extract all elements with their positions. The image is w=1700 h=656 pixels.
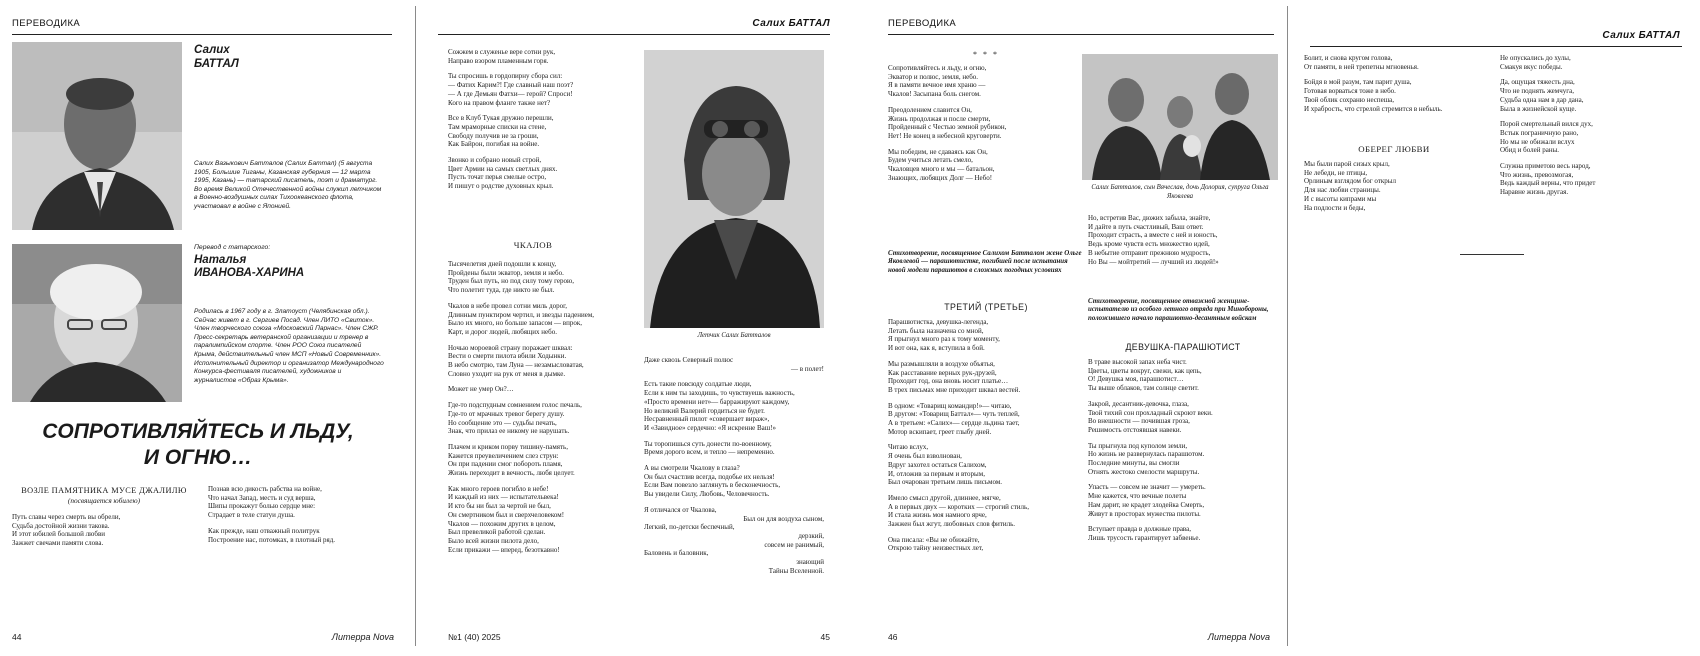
verse-line: Имело смысл другой, длиннее, мягче, [888, 493, 1001, 502]
verse-line: И с высоты кипрами мы [1304, 194, 1377, 203]
verse-line: Вы увидели Силу, Любовь, Человечность. [644, 490, 770, 499]
verse-line: — А где Демьян Фатхи— герой? Спроси! [448, 89, 573, 98]
verse-line: Не лебеди, не птицы, [1304, 168, 1368, 177]
verse-line: Да, ощущая тяжесть дна, [1500, 78, 1575, 87]
verse-line: Нам дарит, не крадет злодейка Смерть, [1088, 500, 1205, 509]
verse-line: Закрой, десантник-девочка, глаза, [1088, 399, 1189, 408]
poem-column [644, 356, 824, 575]
verse-line: Я в памяти вечное имя храню — [888, 81, 986, 90]
verse-line: Легкий, по-детски беспечный, [644, 523, 735, 532]
verse-line: Как прежде, наш отважный политрук [208, 526, 320, 535]
verse-line: Знающих, любящих Долг — Небо! [888, 173, 993, 182]
stanza-gap [448, 295, 594, 302]
verse-line: И «Завидное» сердечно: «Я искренне Ваш!» [644, 423, 777, 432]
verse-line: Там мраморные списки на стене, [448, 122, 547, 131]
stanza-gap [644, 373, 824, 380]
spread-divider [415, 6, 416, 646]
verse-line: Но сообщение это — судьбы печать, [448, 418, 557, 427]
verse-line: Вдруг захотел остаться Салихом, [888, 460, 987, 469]
verse-line: Наравне жизнь другая. [1500, 188, 1569, 197]
verse-line: Было их много, но больше запасом — впрок, [448, 319, 582, 328]
stanza-gap [888, 99, 1006, 106]
verse-line: Ночью мороевой страну поражает шквал: [448, 343, 573, 352]
verse-line: Твой тихий сон прохладный скроют веки. [1088, 408, 1213, 417]
verse-line: Смакуя вкус победы. [1500, 62, 1563, 71]
verse-line: Направо взором пламенным горя. [448, 56, 549, 65]
translator-portrait-photo [12, 244, 182, 402]
verse-line: Вступает правда в должные права, [1088, 525, 1191, 534]
verse-line: Есть такие повсюду солдатые люди, [644, 380, 752, 389]
article-headline-line2: И ОГНЮ… [143, 446, 253, 469]
verse-line: Решимость отстоявшая навеки. [1088, 425, 1182, 434]
verse-line: Мы победим, не сдаваясь как Он, [888, 147, 988, 156]
verse-line: Я очень был взволнован, [888, 452, 962, 461]
verse-line: Все в Клуб Тукая дружно перешли, [448, 114, 554, 123]
stanza-gap [1304, 71, 1442, 78]
article-headline-line1: СОПРОТИВЛЯЙТЕСЬ И ЛЬДУ, [42, 420, 354, 443]
verse-line: Пусть точат перья смелые остро, [448, 173, 547, 182]
stanza-gap [448, 65, 573, 72]
verse-line: Во внешности — почившая гроза, [1088, 417, 1190, 426]
verse-line: Преодолением славится Он, [888, 105, 972, 114]
poem-column [888, 318, 1029, 553]
verse-line: И пишут о родстве духовных крыл. [448, 182, 554, 191]
verse-line: Тысячелетия дней подошли к концу, [448, 260, 557, 268]
author-bio: Салих Вазыкович Батталов (Салих Баттал) (5 августа 1905, Большие Тиганы, Казанская губерния — 12 марта 1995, Казань) — татарский писатель, поэт и драматург. Во время Великой Отечественной войны служил летчиком в Военно-воздушных силах Тихоокеанского флота, участвовал в войне с Японией. [194, 160, 382, 210]
translator-last-name: ИВАНОВА-ХАРИНА [194, 267, 305, 279]
verse-line: Живут в просторах мужества пилоты. [1088, 509, 1201, 518]
verse-line: Зажжет свечами памяти слова. [12, 539, 104, 548]
verse-line: Ты спросишь в гордопирну сбора сил: [448, 72, 563, 81]
verse-line: Открою тайну неизвестных лет, [888, 544, 984, 553]
header-rule [438, 34, 830, 35]
verse-line: Был очарован третьим лишь письмом. [888, 478, 1002, 487]
verse-line: В одном: «Товарищ командир!»— читаю, [888, 401, 1012, 410]
verse-line: А вы смотрели Чкалову в глаза? [644, 464, 740, 473]
photo-caption: Летчик Салих Батталов [697, 332, 771, 339]
stanza-gap [448, 436, 594, 443]
author-running-header: Салих БАТТАЛ [752, 18, 830, 29]
verse-line: Мотор вскипает, греет глыбу дней. [888, 427, 992, 436]
stanza-gap [448, 337, 594, 344]
pilot-portrait-photo [644, 50, 824, 328]
section-header: ПЕРЕВОДИКА [12, 18, 81, 29]
poem-separator-stars: * * * [973, 50, 999, 59]
verse-line: Кого на правом фланге также нет? [448, 98, 551, 107]
verse-line: Страдает в теле статуи душа. [208, 511, 295, 520]
verse-line: Словно уходит на рук от меня в дымке. [448, 369, 566, 378]
stanza-gap [644, 499, 824, 506]
verse-line: Отнять жестоко смелости маршруты. [1088, 467, 1200, 476]
verse-line: Для нас любви страницы. [1304, 186, 1381, 195]
poem-subtitle: (посвящается юбилею) [67, 496, 141, 505]
verse-line: И вот она, как я, вступила в бой. [888, 344, 985, 353]
verse-line: Была в жизнейской куще. [1500, 104, 1577, 113]
verse-line: Как расставание верных рук-друзей, [888, 368, 997, 377]
poem-column [1088, 358, 1213, 543]
verse-line: «Просто времени нет»— барражируют каждому, [644, 397, 790, 406]
poem-title: ТРЕТИЙ (ТРЕТЬЕ) [944, 302, 1028, 312]
author-last-name: БАТТАЛ [194, 58, 239, 70]
verse-line: Цветы, цветы вокруг, свежи, как цепь, [1088, 366, 1202, 375]
verse-line: Цвет Армии на самых светлых днях. [448, 164, 558, 173]
poem-title: ОБЕРЕГ ЛЮБВИ [1358, 144, 1430, 154]
verse-line: Нет! Не конец в небесной круговерти. [888, 131, 1002, 140]
verse-line: Чкаловцев много и мы — батальон, [888, 165, 995, 174]
end-rule [1460, 254, 1524, 255]
verse-line: Длинным пунктиром чертил, и звезды падением, [448, 310, 595, 319]
verse-line: Порой смертельный вился дух, [1500, 120, 1593, 129]
verse-line: В небытие отправит прежнюю мудрость, [1088, 248, 1211, 257]
verse-line: Но, встретив Вас, дюжих забыла, знайте, [1088, 214, 1211, 222]
verse-line: Пройденный с Честью земной рубикон, [888, 123, 1007, 132]
verse-line: Чкалов! Засыпана боль снегом. [888, 90, 981, 99]
stanza-gap [448, 478, 594, 485]
verse-line: Он смертником был и сверхчеловеком! [448, 510, 565, 519]
stanza-gap [888, 436, 1029, 443]
stanza-gap [888, 529, 1029, 536]
verse-line: Время дорого всем, и тепло — непременно. [644, 448, 775, 457]
stanza-gap [888, 141, 1006, 148]
poem-column [1500, 54, 1595, 197]
family-photo [1082, 54, 1278, 180]
verse-line: Не опускались до хулы, [1500, 54, 1571, 62]
verse-line: Как много героев погибло в небе! [448, 484, 549, 493]
page-44 [8, 8, 412, 650]
spread-divider [1287, 6, 1288, 646]
page-number: 44 [12, 632, 22, 642]
verse-line: Тайны Вселенной. [768, 566, 824, 575]
poem-column [448, 260, 594, 554]
verse-line: Экватор и полюс, земля, небо. [888, 72, 979, 81]
verse-line: Кажется преувеличением слез струн: [448, 451, 559, 460]
verse-line: — в полет! [791, 364, 824, 373]
verse-line: знающий [796, 558, 824, 567]
verse-line: Проходит страсть, а вместе с ней и юность, [1088, 231, 1218, 240]
verse-line: Бойдя в мой разум, там парит душа, [1304, 78, 1412, 87]
page-number: 45 [820, 632, 830, 642]
verse-line: Мы размышляли в воздухе объятья, [888, 359, 995, 368]
stanza-gap [208, 520, 335, 527]
translator-first-name: Наталья [194, 254, 247, 266]
stanza-gap [1500, 113, 1595, 120]
verse-line: Служна приметою весь народ, [1500, 162, 1591, 171]
verse-line: Но Вы — мойтретий — лучший из людей!» [1088, 257, 1219, 266]
verse-line: Он при падении смог побороть пламя, [448, 460, 563, 469]
poem-dedication: Стихотворение, посвященное отважной женщине-испытателю из особого летного отряда при Минобороны, положившего начало парашютно-десантным войскам [1088, 298, 1269, 322]
verse-line: Читаю вслух, [888, 443, 929, 452]
photo-caption: Салих Батталов, сын Вячеслав, дочь Долория, супруга Ольга Яковлева [1091, 184, 1269, 200]
verse-line: Жизнь продолжая и после смерти, [888, 114, 991, 123]
verse-line: Последние минуты, вы смогли [1088, 459, 1180, 468]
stanza-gap [644, 433, 824, 440]
verse-line: Проходит год, она вновь носит платье… [888, 377, 1009, 386]
poem-column [12, 513, 120, 548]
stanza-gap [1500, 155, 1595, 162]
verse-line: Если прикажи — вперед, безоткавно! [448, 545, 560, 554]
verse-line: Будем учиться летать смело, [888, 156, 973, 165]
verse-line: На подлости и беды, [1304, 203, 1366, 212]
verse-line: Но великий Валерий гордиться не будет. [644, 406, 765, 415]
verse-line: Но жизнь не развернулась парашютом. [1088, 450, 1205, 459]
verse-line: Свободу получив не за гроши, [448, 131, 539, 140]
verse-line: И дайте в путь счастливый, Ваш ответ. [1088, 222, 1204, 231]
author-first-name: Салих [194, 44, 230, 56]
verse-line: Познав всю дикость рабства на войне, [208, 485, 322, 493]
verse-line: Судьба достойной жизни такова. [12, 521, 110, 530]
verse-line: Лишь трусость гарантирует забвенье. [1088, 533, 1201, 542]
verse-line: В небо смотрю, там Луна — незамысловатая, [448, 361, 584, 370]
verse-line: Я отличался от Чкалова, [644, 505, 717, 514]
magazine-brand: Литерра Nova [331, 632, 394, 642]
verse-line: Мне кажется, что вечные полеты [1088, 492, 1187, 501]
verse-line: Даже сквозь Северный полюс [644, 356, 734, 364]
poem-title: ДЕВУШКА-ПАРАШЮТИСТ [1125, 342, 1241, 352]
verse-line: Путь славы через смерть вы обрели, [12, 513, 121, 521]
verse-line: Летать была назначена со мной, [888, 326, 984, 335]
page-45 [418, 8, 834, 650]
verse-line: Как Байрон, погибая на войне. [448, 140, 540, 149]
verse-line: Где-то подспудным сомнением голос печаль, [448, 401, 582, 410]
verse-line: совсем не ранимый, [764, 540, 824, 549]
verse-line: Вести о смерти пилота вбили Ходынки. [448, 352, 567, 361]
verse-line: Встык пограничную рано, [1500, 128, 1579, 137]
stanza-gap [448, 378, 594, 385]
verse-line: Карт, и дорог людей, любящих небо. [448, 327, 557, 336]
verse-line: Упасть — совсем не значит — умереть. [1088, 483, 1206, 492]
verse-line: Что жизнь, превозмогая, [1500, 170, 1574, 179]
verse-line: Звонко и собрано новый строй, [448, 156, 542, 165]
verse-line: Болит, и снова кругом голова, [1304, 54, 1393, 62]
verse-line: В другом: «Товарищ Баттал»— чуть теплей, [888, 410, 1020, 419]
stanza-gap [1088, 476, 1213, 483]
verse-line: И кто бы ни был за чертой не был, [448, 502, 551, 511]
verse-line: Построение нас, потомках, в плотный ряд. [208, 535, 336, 544]
verse-line: — Фатих Карим?! Где славный наш поэт? [448, 81, 574, 90]
verse-line: В траве высокой запах неба чист. [1088, 358, 1187, 366]
verse-line: Был превеликой работой сделан. [448, 528, 546, 537]
verse-line: Я прыгнул много раз к тому моменту, [888, 335, 1000, 344]
page-47 [1290, 8, 1694, 650]
verse-line: Ты прыгнула под куполом земли, [1088, 441, 1188, 450]
stanza-gap [888, 353, 1029, 360]
verse-line: Где-то от мрачных тревог берегу душу. [448, 409, 565, 418]
translator-bio: Родилась в 1967 году в г. Златоуст (Челябинская обл.). Сейчас живет в г. Сергиев Посад. Член ЛИТО «Свиток». Член творческого союза «Московский Парнас». Член СЖР. Пресс-секретарь ветеранской организации и тренер в паралимпийском спорте. Член РОО Союз писателей Крыма, действительный член МСП «Новый Современник». Исполнительный директор и организатор Международного Конкурса-фестиваля писателей, художников и журналистов «Образ Крыма». [194, 308, 384, 384]
verse-line: Орлиным взглядом бог открыл [1304, 177, 1396, 186]
stanza-gap [644, 457, 824, 464]
verse-line: Твой облик сохраню неспеша, [1304, 95, 1394, 104]
poem-title: ЧКАЛОВ [513, 240, 553, 250]
verse-line: Парашютистка, девушка-легенда, [888, 318, 989, 326]
verse-line: Что начал Запад, месть и суд верша, [208, 493, 316, 502]
issue-number: №1 (40) 2025 [448, 632, 501, 642]
verse-line: Чкалов — похожим других в целом, [448, 519, 556, 528]
verse-line: Ты торопишься суть донести по-военному, [644, 439, 772, 448]
verse-line: Мы были парой сизых крыл, [1304, 160, 1390, 168]
verse-line: А в третьем: «Салих»— сердце льдина тает, [888, 419, 1020, 428]
poem-column [208, 485, 335, 544]
verse-line: И, отложив за первым и вторым, [888, 469, 985, 478]
author-running-header: Салих БАТТАЛ [1602, 30, 1680, 41]
stanza-gap [888, 395, 1029, 402]
verse-line: И каждый из них — испытательвека! [448, 493, 559, 502]
verse-line: Труден был путь, но под силу тому герою, [448, 277, 574, 286]
verse-line: дерзкий, [798, 531, 824, 540]
verse-line: Знак, что прилаз ее никому не нарушать. [448, 427, 570, 436]
verse-line: Баловень и баловник, [644, 549, 709, 558]
verse-line: Готовая ворваться тоже в небо. [1304, 87, 1396, 96]
stanza-gap [1088, 393, 1213, 400]
poem-column [1304, 54, 1442, 113]
verse-line: О! Девушка моя, парашютист… [1088, 375, 1184, 384]
verse-line: Судьба одна нам в дар дана, [1500, 95, 1584, 104]
stanza-gap [888, 487, 1029, 494]
verse-line: И этот юбилей большой любви [12, 530, 106, 539]
verse-line: Несравненный пилот «совершает вираж», [644, 415, 770, 424]
verse-line: Ведь каждый верны, что придет [1500, 179, 1596, 188]
header-rule [12, 34, 392, 35]
stanza-gap [1500, 71, 1595, 78]
author-portrait-photo [12, 42, 182, 230]
verse-line: Пройдены были экватор, земля и небо. [448, 268, 564, 277]
verse-line: Что не поднять жемчуга, [1500, 87, 1574, 96]
verse-line: Жизнь переходит в вечность, любя целует. [448, 469, 575, 478]
poem-dedication: Стихотворение, посвященное Салихом Батталом жене Ольге Яковлевой — парашютистке, погибшей после испытания новой модели парашютов в сложных погодных условиях [888, 250, 1082, 274]
verse-line: Шипы прокажут болью сердце мне: [208, 502, 316, 511]
stanza-gap [1088, 518, 1213, 525]
verse-line: Ты выше облаков, там солнце светит. [1088, 384, 1199, 393]
verse-line: Может не умер Он?… [448, 385, 514, 394]
verse-line: А в первых двух — коротких — строгий стиль, [888, 502, 1029, 511]
stanza-gap [448, 394, 594, 401]
stanza-gap [448, 107, 573, 114]
header-rule [1310, 46, 1682, 47]
verse-line: Она писала: «Вы не обижайте, [888, 535, 980, 544]
verse-line: Чкалов в небе провел сотни миль дорог, [448, 301, 567, 310]
poem-column [1304, 160, 1396, 212]
verse-line: Сопротивляйтесь и льду, и огню, [888, 64, 987, 72]
poem-column [1088, 214, 1219, 266]
verse-line: Ведь кроме чувств есть множество идей, [1088, 240, 1210, 249]
verse-line: От памяти, в ней трепетны мгновенья. [1304, 62, 1419, 71]
translator-label: Перевод с татарского: [194, 244, 271, 251]
verse-line: Он был счастлив всегда, подобье их нельзя! [644, 472, 775, 481]
verse-line: Был он для воздуха сыном, [743, 514, 824, 523]
page-number: 46 [888, 632, 898, 642]
verse-line: Но мы не обижали вслух [1500, 137, 1575, 146]
poem-title: ВОЗЛЕ ПАМЯТНИКА МУСЕ ДЖАЛИЛЮ [21, 486, 187, 495]
verse-line: И храбрость, что стрелой стремится в небыль. [1304, 104, 1443, 113]
verse-line: Было всей жизни пилота дело, [448, 536, 539, 545]
verse-line: В трех письмах мне приходит шквал вестей. [888, 385, 1021, 394]
verse-line: Если Вам повезло заглянуть в бесконечность, [644, 481, 781, 490]
verse-line: Плачем и криком порву тишину-память, [448, 442, 569, 451]
header-rule [888, 34, 1274, 35]
poem-column [448, 48, 573, 191]
magazine-brand: Литерра Nova [1207, 632, 1270, 642]
verse-line: Если к ним ты заходишь, то чувствуешь важность, [644, 389, 795, 398]
verse-line: Зажжен был жгут, любовных слов фитиль. [888, 520, 1016, 529]
verse-line: Сожжем в служенье вере сотни рук, [448, 48, 556, 56]
stanza-gap [448, 149, 573, 156]
section-header: ПЕРЕВОДИКА [888, 18, 957, 29]
poem-column [888, 64, 1006, 182]
verse-line: Обид и болей раны. [1500, 146, 1560, 155]
stanza-gap [1088, 435, 1213, 442]
verse-line: Что полетит туда, где никто не был. [448, 286, 555, 295]
verse-line: И стала жизнь моя намного ярче, [888, 511, 987, 520]
page-46 [882, 8, 1284, 650]
